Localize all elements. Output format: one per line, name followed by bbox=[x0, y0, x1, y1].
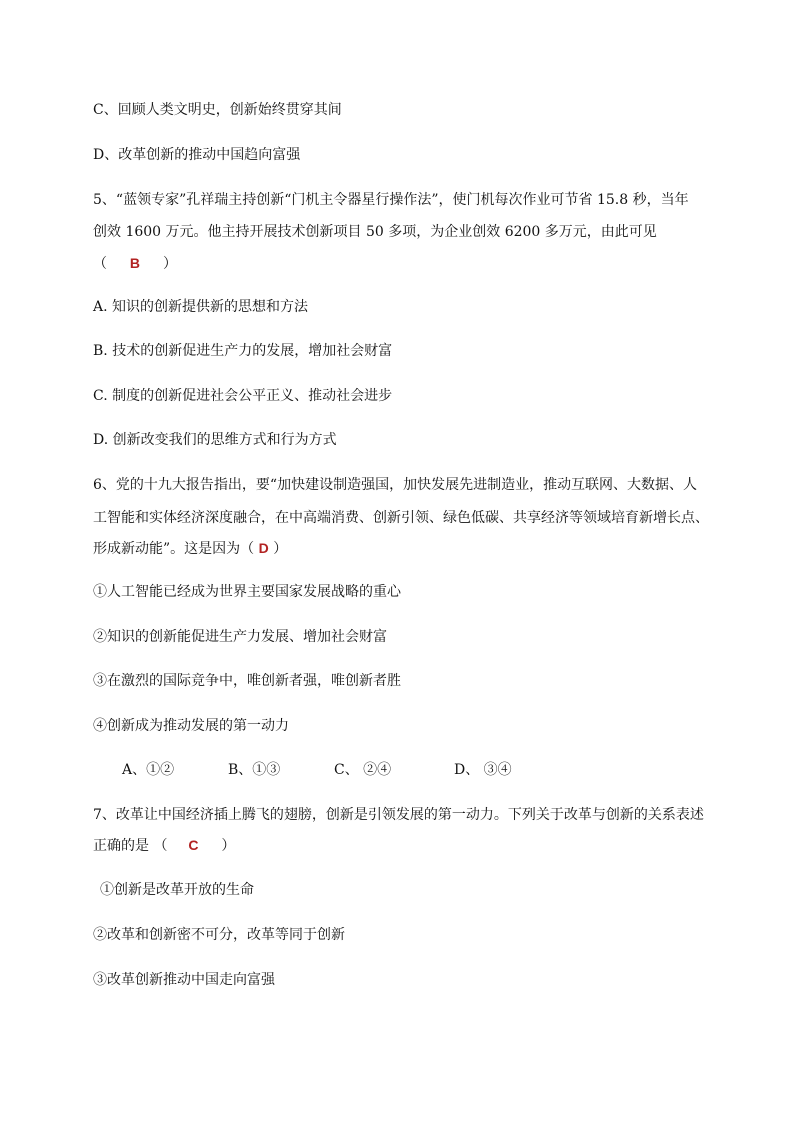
q5-answer-bracket bbox=[93, 253, 177, 274]
q6-choice-a: A、①② bbox=[122, 762, 175, 778]
q6-statement-3: ③在激烈的国际竞争中，唯创新者强，唯创新者胜 bbox=[93, 673, 401, 689]
q7-statement-3: ③改革创新推动中国走向富强 bbox=[93, 972, 275, 988]
q5-open-paren: （ bbox=[93, 256, 107, 272]
q7-answer: C bbox=[188, 837, 199, 853]
q6-statement-1: ①人工智能已经成为世界主要国家发展战略的重心 bbox=[93, 584, 401, 600]
q7-close-paren: ） bbox=[221, 838, 236, 854]
q7-statement-2: ②改革和创新密不可分，改革等同于创新 bbox=[93, 927, 345, 943]
q7-stem-line1: 7、改革让中国经济插上腾飞的翅膀，创新是引领发展的第一动力。下列关于改革与创新的关系表述 bbox=[93, 807, 704, 823]
prev-option-c: C、回顾人类文明史，创新始终贯穿其间 bbox=[93, 102, 342, 118]
q5-stem-line1: 5、“蓝领专家”孔祥瑞主持创新“门机主令器星行操作法”，使门机每次作业可节省 15.8 秒，当年 bbox=[93, 192, 689, 208]
q7-stem-text: 正确的是 （ bbox=[93, 838, 168, 854]
q5-option-c: C. 制度的创新促进社会公平正义、推动社会进步 bbox=[93, 388, 393, 404]
q5-answer: B bbox=[129, 255, 141, 271]
q6-choice-b: B、①③ bbox=[228, 762, 281, 778]
q5-close-paren: ） bbox=[162, 256, 177, 272]
q5-stem-line2: 创效 1600 万元。他主持开展技术创新项目 50 多项，为企业创效 6200 多万元，由此可见 bbox=[93, 224, 657, 240]
prev-option-d: D、改革创新的推动中国趋向富强 bbox=[93, 147, 301, 163]
q6-close-paren: ） bbox=[273, 541, 288, 557]
q6-stem-line1: 6、党的十九大报告指出，要“加快建设制造强国，加快发展先进制造业，推动互联网、大数据、人 bbox=[93, 477, 698, 493]
q6-choice-d: D、 ③④ bbox=[454, 762, 512, 778]
q6-stem-text: 形成新动能”。这是因为（ bbox=[93, 541, 255, 557]
q6-stem-line2: 工智能和实体经济深度融合，在中高端消费、创新引领、绿色低碳、共享经济等领域培育新增长点、 bbox=[93, 510, 709, 526]
q6-answer: D bbox=[258, 540, 269, 556]
q5-option-a: A. 知识的创新提供新的思想和方法 bbox=[93, 299, 309, 315]
q7-stem-line2 bbox=[93, 835, 235, 856]
q5-option-b: B. 技术的创新促进生产力的发展，增加社会财富 bbox=[93, 343, 393, 359]
q6-stem-line3 bbox=[93, 538, 287, 559]
q6-choice-c: C、 ②④ bbox=[334, 762, 392, 778]
q6-statement-2: ②知识的创新能促进生产力发展、增加社会财富 bbox=[93, 629, 387, 645]
q7-statement-1: ①创新是改革开放的生命 bbox=[100, 882, 254, 898]
q5-option-d: D. 创新改变我们的思维方式和行为方式 bbox=[93, 432, 337, 448]
q6-statement-4: ④创新成为推动发展的第一动力 bbox=[93, 718, 289, 734]
